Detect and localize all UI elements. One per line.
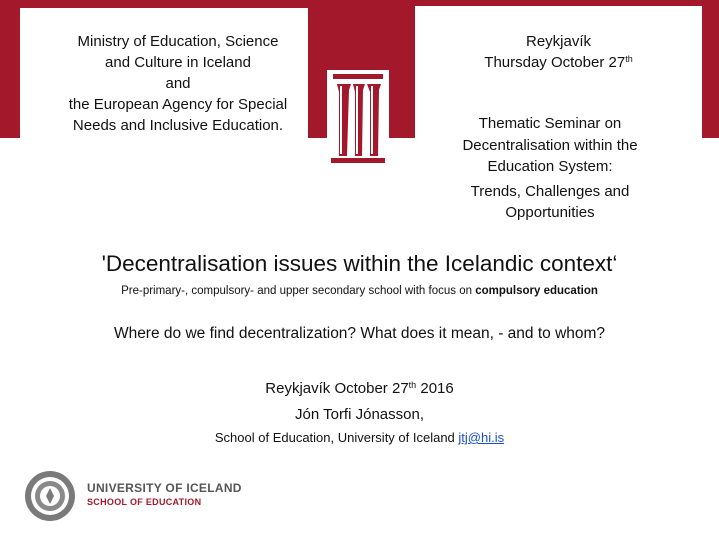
ministry-line: the European Agency for Special — [68, 96, 288, 113]
email-link[interactable]: jtj@hi.is — [458, 430, 505, 445]
seminar-line: Decentralisation within the — [462, 136, 638, 154]
ministry-line: Needs and Inclusive Education. — [72, 117, 284, 134]
key-question: Where do we find decentralization? What does it mean, - and to whom? — [113, 325, 606, 342]
seminar-line: Education System: — [487, 158, 613, 175]
presentation-subtitle: Pre-primary-, compulsory- and upper secondary school with focus on compulsory education — [121, 285, 598, 297]
presentation-title: 'Decentralisation issues within the Icelandic context‘ — [101, 251, 618, 276]
ministry-line: Ministry of Education, Science — [77, 33, 279, 50]
column-logo-icon — [327, 70, 389, 166]
author-affiliation: School of Education, University of Iceland jtj@hi.is — [214, 430, 505, 445]
ministry-line: and — [165, 75, 191, 92]
seminar-line: Thematic Seminar on — [478, 115, 622, 132]
seminar-subline: Trends, Challenges and — [470, 182, 630, 200]
place-name: Reykjavík — [525, 33, 592, 50]
school-name: SCHOOL OF EDUCATION — [87, 497, 202, 507]
university-name: UNIVERSITY OF ICELAND — [87, 481, 242, 495]
ministry-line: and Culture in Iceland — [105, 54, 251, 71]
seminar-subline: Opportunities — [505, 204, 595, 221]
place-date — [415, 31, 702, 73]
seminar-title — [420, 113, 680, 224]
header-date: Thursday October 27th — [484, 54, 633, 71]
author-name: Jón Torfi Jónasson, — [295, 406, 424, 423]
university-seal-icon — [24, 470, 76, 522]
ministry-text — [20, 31, 336, 136]
presentation-date: Reykjavík October 27th 2016 — [265, 380, 454, 397]
